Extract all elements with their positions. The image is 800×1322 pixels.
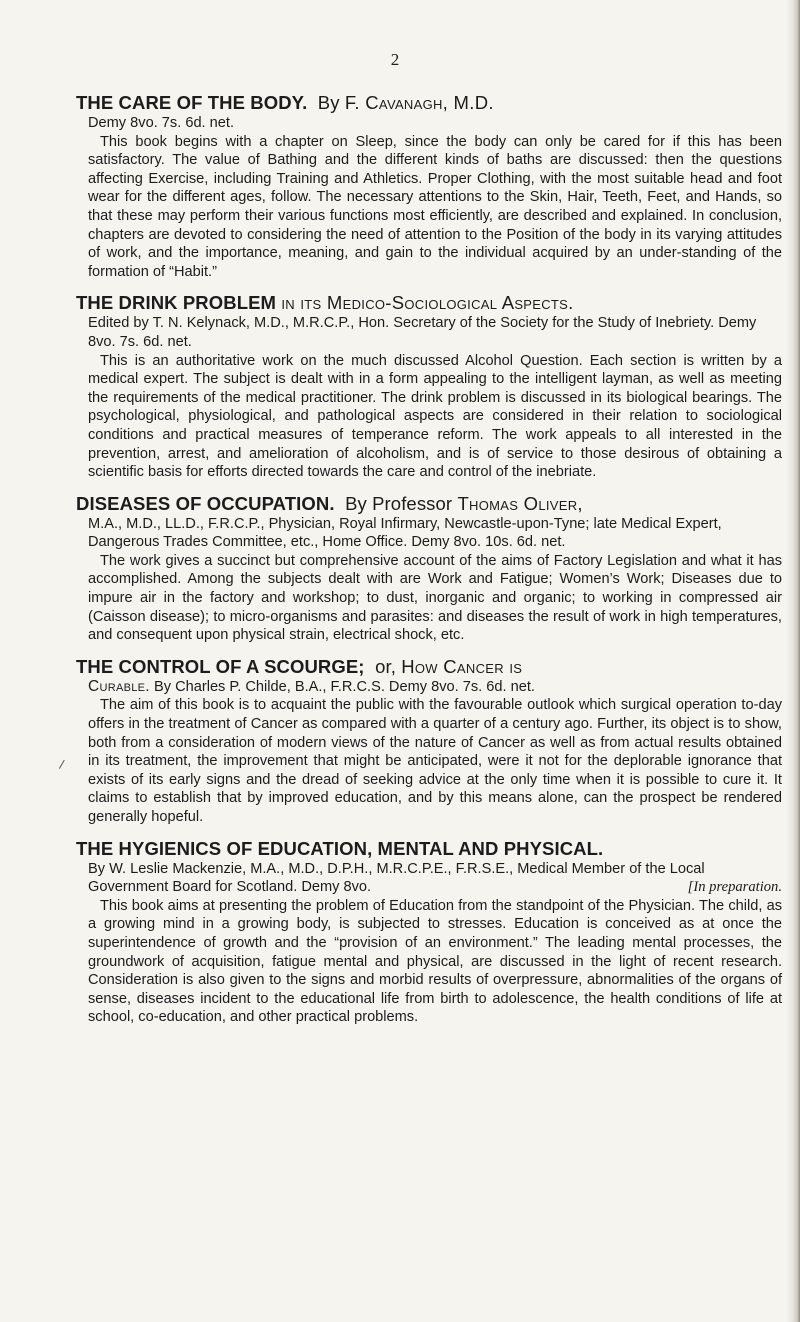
book-title: THE CONTROL OF A SCOURGE;: [76, 655, 365, 677]
book-details: By W. Leslie Mackenzie, M.A., M.D., D.P.H., M.R.C.P.E., F.R.S.E., Medical Member of the Local Government Board for Scotland. Demy 8vo.: [88, 860, 705, 896]
page-number: 2: [390, 50, 400, 69]
catalogue-page: [76, 92, 782, 1038]
book-author: Thomas Oliver,: [457, 492, 583, 514]
book-title-continuation: Curable.: [88, 677, 150, 695]
book-entry-drink-problem: [76, 292, 782, 481]
book-details: Demy 8vo. 7s. 6d. net.: [88, 115, 235, 131]
book-author: F. Cavanagh, M.D.: [344, 92, 494, 113]
book-title: THE HYGIENICS OF EDUCATION, MENTAL AND PHYSICAL.: [76, 837, 604, 859]
book-details: By Charles P. Childe, B.A., F.R.C.S. Demy 8vo. 7s. 6d. net.: [153, 678, 535, 695]
book-entry-diseases-of-occupation: [76, 493, 782, 645]
book-by: By: [317, 92, 340, 113]
book-title: DISEASES OF OCCUPATION.: [76, 492, 335, 514]
book-entry-control-of-scourge: [76, 656, 782, 827]
book-details: Edited by T. N. Kelynack, M.D., M.R.C.P., Hon. Secretary of the Society for the Study of Inebriety. Demy 8vo. 7s. 6d. net.: [88, 315, 757, 350]
book-details: M.A., M.D., LL.D., F.R.C.P., Physician, Royal Infirmary, Newcastle-upon-Tyne; late Medical Expert, Dangerous Trades Committee, etc., Home Office. Demy 8vo. 10s. 6d. net.: [88, 515, 722, 551]
book-title-subtitle: in its Medico-Sociological Aspects.: [281, 292, 574, 314]
book-description: The aim of this book is to acquaint the public with the favourable outlook which surgical operation to-day offers in the treatment of Cancer as compared with a quarter of a century ago. Further, its object is to show, both from a consideration of modern views of the nature of Cancer as well as from actual results obtained in its treatment, the improvement that might be anticipated, were it not for the deplorable ignorance that exists of its early signs and the dread of seeking advice at the only time when it is possible to cure it. It claims to establish that by improved education, and by this means alone, can the prospect be rendered generally hopeful.: [88, 697, 782, 825]
book-entry-care-of-body: [76, 92, 782, 281]
book-entry-hygienics-of-education: [76, 838, 782, 1027]
book-by: or,: [375, 655, 396, 677]
book-title: THE CARE OF THE BODY.: [76, 92, 308, 113]
page-edge-shadow: [786, 0, 800, 1322]
book-description: This is an authoritative work on the much discussed Alcohol Question. Each section is written by a medical expert. The subject is dealt with in a form appealing to the intelligent layman, as well as meeting the requirements of the medical practitioner. The drink problem is discussed in its biological bearings. The psychological, physiological, and pathological aspects are considered in their relation to sociological conditions and practical measures of temperance reform. The work appeals to all interested in the prevention, arrest, and amelioration of alcoholism, and is of service to those desirous of obtaining a scientific basis for efforts directed towards the care and control of the inebriate.: [88, 352, 782, 481]
book-description: This book aims at presenting the problem of Education from the standpoint of the Physician. The child, as a growing mind in a growing body, is subjected to stresses. Education is conceived as at once the superintendence of growth and the “provision of an environment.” The leading mental processes, the groundwork of acquisition, fatigue mental and physical, are discussed in the light of recent research. Consideration is also given to the signs and morbid results of overpressure, abnormalities of the organs of sense, diseases incident to the educational life from birth to adolescence, the health conditions of life at school, co-education, and other practical problems.: [88, 897, 782, 1026]
book-by: By Professor: [345, 492, 453, 514]
book-title: THE DRINK PROBLEM: [76, 292, 277, 314]
book-author: How Cancer is: [401, 655, 523, 677]
margin-mark: /: [58, 756, 66, 773]
book-description: This book begins with a chapter on Sleep, since the body can only be cared for if this has been satisfactory. The value of Bathing and the different kinds of baths are discussed: then the questions affecting Exercise, including Training and Athletics. Proper Clothing, with the most suitable head and foot wear for the different ages, follow. The necessary attentions to the Skin, Hair, Teeth, Feet, and Hands, so that these may perform their various functions most efficiently, are described and explained. In conclusion, chapters are devoted to considering the need of attention to the Position of the body in its varying attitudes of work, and the importance, meaning, and gain to the individual acquired by an under-standing of the formation of “Habit.”: [88, 133, 782, 280]
book-description: The work gives a succinct but comprehensive account of the aims of Factory Legislation and what it has accomplished. Among the subjects dealt with are Work and Fatigue; Women’s Work; Diseases due to impure air in the factory and workshop; to dust, inorganic and organic; to working in compressed air (Caisson disease); to micro-organisms and parasites: and diseases the result of work in high temperatures, and consequent upon physical strain, electrical shock, etc.: [88, 552, 782, 644]
status-note: [In preparation.: [687, 879, 782, 896]
